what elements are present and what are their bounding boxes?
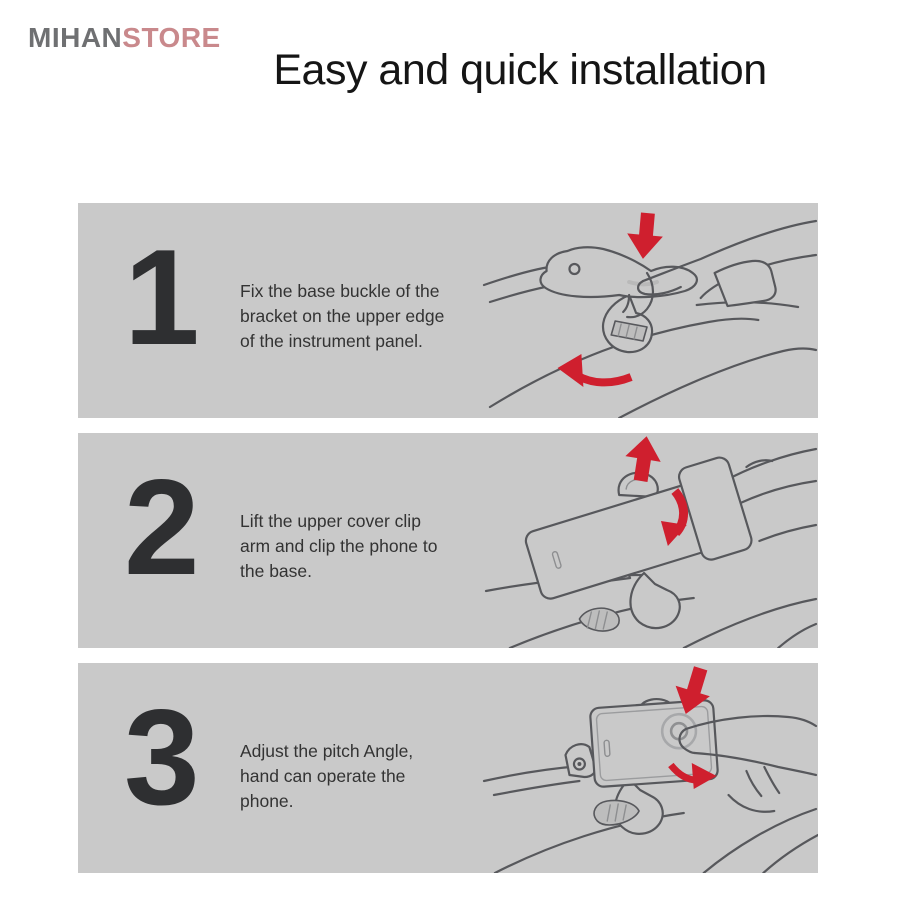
step-text-1	[240, 279, 470, 354]
curved-arrow-icon	[558, 354, 632, 387]
step-text-line: Adjust the pitch Angle,	[240, 741, 414, 761]
phone-into-clip-drawing	[480, 433, 818, 648]
adjust-angle-drawing	[480, 663, 818, 873]
step1-illustration	[480, 203, 818, 418]
clip-on-dashboard-drawing	[480, 203, 818, 418]
step3-illustration	[480, 663, 818, 873]
logo-text-accent: STORE	[122, 22, 221, 53]
step-text-line: the base.	[240, 561, 312, 581]
step-text-line: Lift the upper cover clip	[240, 511, 421, 531]
step-text-line: hand can operate the	[240, 766, 406, 786]
down-arrow-icon	[625, 212, 665, 261]
step-text-line: bracket on the upper edge	[240, 306, 445, 326]
step-number-2: 2	[124, 451, 200, 603]
step-text-line: phone.	[240, 791, 294, 811]
logo-text-primary: MIHAN	[28, 22, 123, 53]
step-band-2	[78, 433, 818, 648]
step-band-1	[78, 203, 818, 418]
step-text-3	[240, 739, 470, 814]
step-text-2	[240, 509, 470, 584]
step-number-1: 1	[124, 221, 200, 373]
step-number-3: 3	[124, 681, 200, 833]
step-band-3	[78, 663, 818, 873]
page-title: Easy and quick installation	[273, 46, 767, 94]
mount-arm	[565, 744, 595, 777]
step-text-line: Fix the base buckle of the	[240, 281, 440, 301]
step2-illustration	[480, 433, 818, 648]
step-text-line: of the instrument panel.	[240, 331, 423, 351]
step-text-line: arm and clip the phone to	[240, 536, 438, 556]
hand-outline	[638, 221, 816, 306]
